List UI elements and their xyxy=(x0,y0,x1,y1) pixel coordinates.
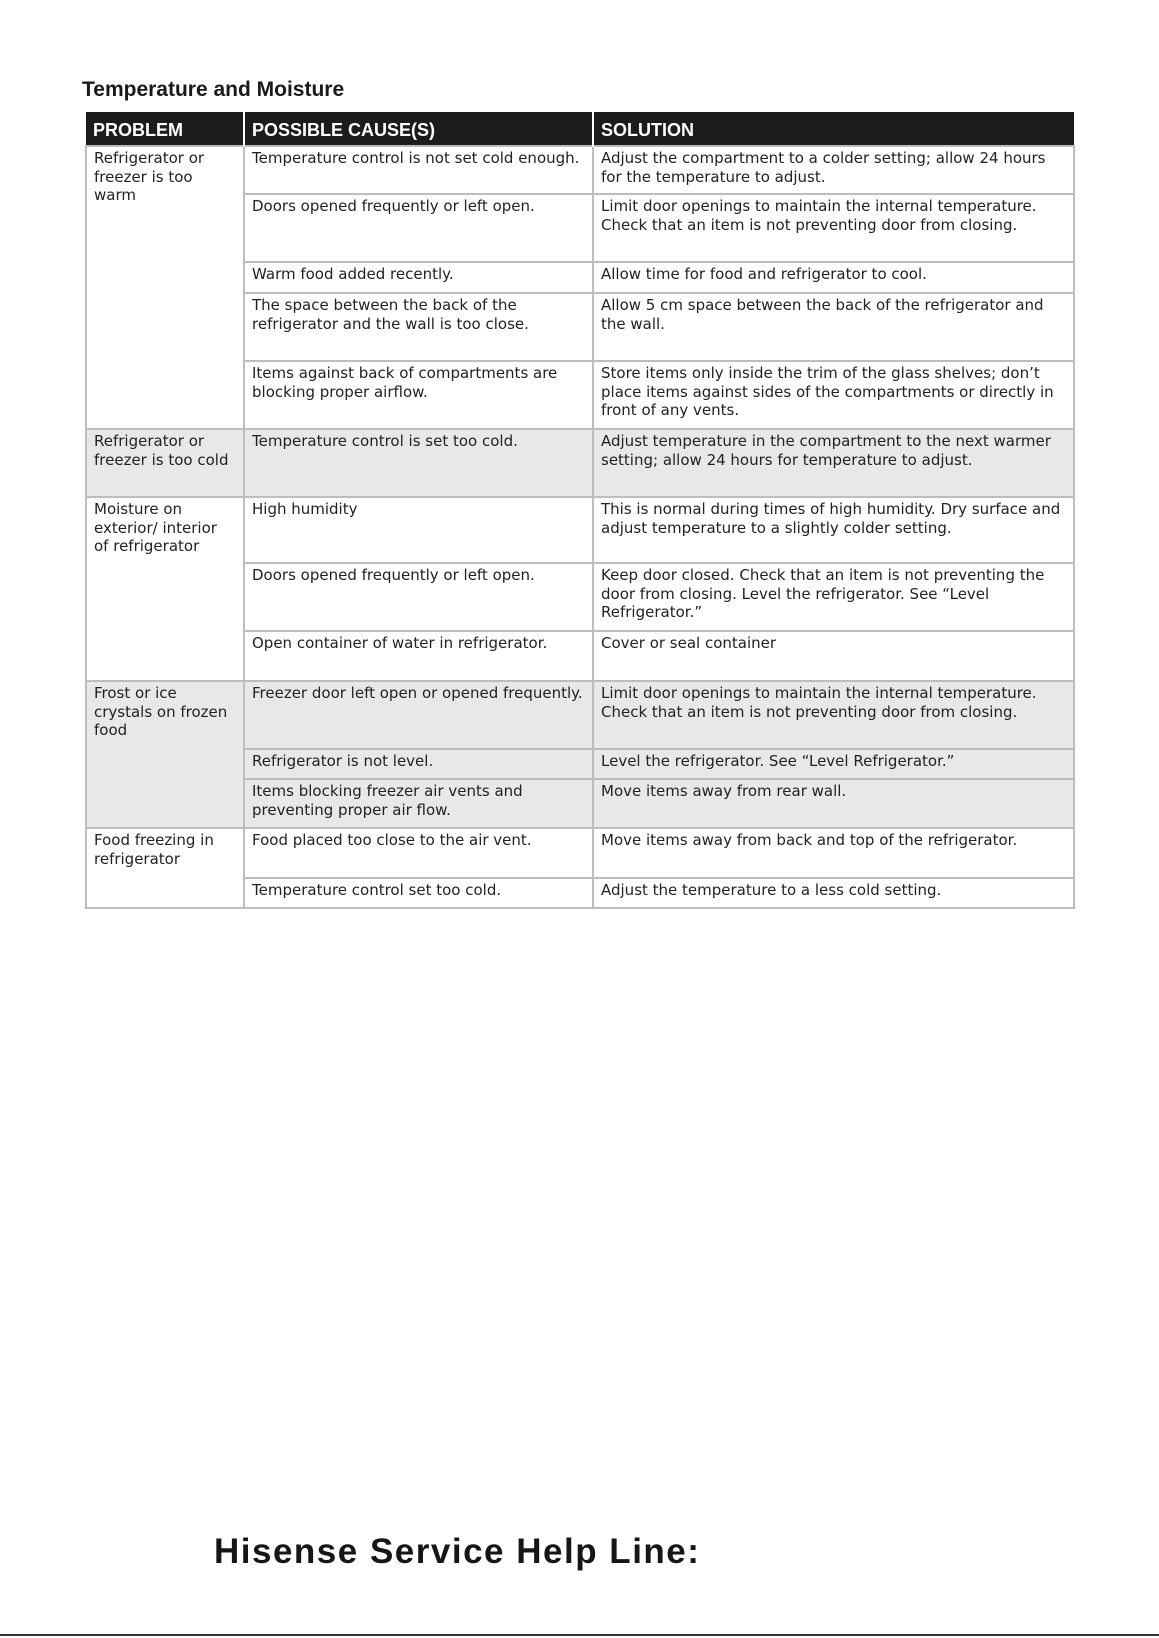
solution-cell: Cover or seal container xyxy=(593,631,1074,681)
table-row xyxy=(86,681,1074,749)
solution-cell: Adjust temperature in the compartment to the next warmer setting; allow 24 hours for temperature to adjust. xyxy=(593,429,1074,497)
header-possible-causes: POSSIBLE CAUSE(S) xyxy=(244,112,593,146)
problem-cell: Frost or ice crystals on frozen food xyxy=(86,681,244,828)
cause-cell: Freezer door left open or opened frequently. xyxy=(244,681,593,749)
cause-cell: Temperature control is not set cold enough. xyxy=(244,146,593,194)
cause-cell: Food placed too close to the air vent. xyxy=(244,828,593,878)
cause-cell: Warm food added recently. xyxy=(244,262,593,293)
cause-cell: Temperature control is set too cold. xyxy=(244,429,593,497)
solution-cell: Move items away from rear wall. xyxy=(593,779,1074,828)
solution-cell: This is normal during times of high humidity. Dry surface and adjust temperature to a slightly colder setting. xyxy=(593,497,1074,563)
cause-cell: Temperature control set too cold. xyxy=(244,878,593,908)
problem-cell: Moisture on exterior/ interior of refrigerator xyxy=(86,497,244,681)
cause-cell: High humidity xyxy=(244,497,593,563)
section-title: Temperature and Moisture xyxy=(82,78,345,101)
solution-cell: Level the refrigerator. See “Level Refrigerator.” xyxy=(593,749,1074,779)
cause-cell: Doors opened frequently or left open. xyxy=(244,563,593,631)
table-row xyxy=(86,146,1074,194)
problem-cell: Refrigerator or freezer is too warm xyxy=(86,146,244,429)
cause-cell: Items against back of compartments are blocking proper airflow. xyxy=(244,361,593,429)
problem-cell: Food freezing in refrigerator xyxy=(86,828,244,908)
problem-cell: Refrigerator or freezer is too cold xyxy=(86,429,244,497)
service-help-line: Hisense Service Help Line: xyxy=(214,1532,701,1571)
table-row xyxy=(86,429,1074,497)
solution-cell: Adjust the compartment to a colder setting; allow 24 hours for the temperature to adjust. xyxy=(593,146,1074,194)
solution-cell: Store items only inside the trim of the glass shelves; don’t place items against sides of the compartments or directly in front of any vents. xyxy=(593,361,1074,429)
solution-cell: Move items away from back and top of the refrigerator. xyxy=(593,828,1074,878)
table-header-row xyxy=(86,112,1074,146)
cause-cell: Open container of water in refrigerator. xyxy=(244,631,593,681)
cause-cell: Doors opened frequently or left open. xyxy=(244,194,593,262)
solution-cell: Allow time for food and refrigerator to cool. xyxy=(593,262,1074,293)
solution-cell: Allow 5 cm space between the back of the refrigerator and the wall. xyxy=(593,293,1074,361)
table-row xyxy=(86,497,1074,563)
troubleshooting-table xyxy=(85,112,1075,909)
header-solution: SOLUTION xyxy=(593,112,1074,146)
solution-cell: Adjust the temperature to a less cold setting. xyxy=(593,878,1074,908)
solution-cell: Limit door openings to maintain the internal temperature. Check that an item is not preventing door from closing. xyxy=(593,194,1074,262)
table-row xyxy=(86,828,1074,878)
bottom-divider xyxy=(0,1634,1159,1636)
solution-cell: Limit door openings to maintain the internal temperature. Check that an item is not preventing door from closing. xyxy=(593,681,1074,749)
header-problem: PROBLEM xyxy=(86,112,244,146)
cause-cell: Items blocking freezer air vents and preventing proper air flow. xyxy=(244,779,593,828)
cause-cell: Refrigerator is not level. xyxy=(244,749,593,779)
solution-cell: Keep door closed. Check that an item is not preventing the door from closing. Level the refrigerator. See “Level Refrigerator.” xyxy=(593,563,1074,631)
cause-cell: The space between the back of the refrigerator and the wall is too close. xyxy=(244,293,593,361)
